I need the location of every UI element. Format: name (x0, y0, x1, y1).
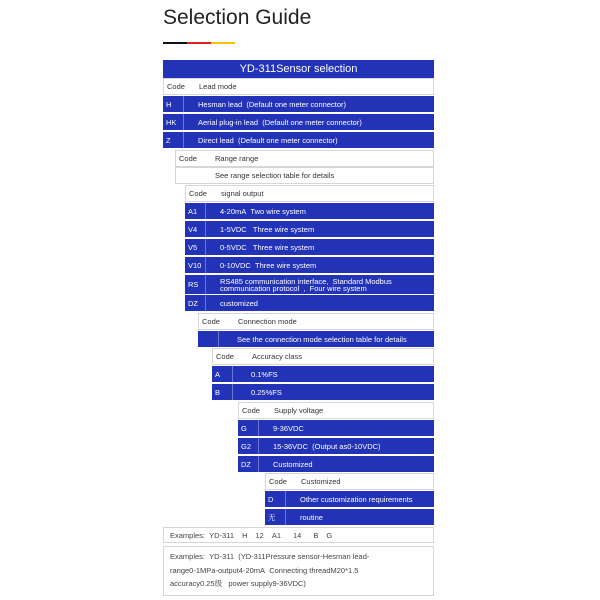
title-accent-yellow (211, 42, 235, 44)
lead-row-h (163, 96, 434, 113)
row-desc: 4-20mA Two wire system (220, 206, 306, 216)
customized-row-d (265, 491, 434, 508)
row-code: Z (163, 132, 184, 148)
supply-label: Supply voltage (274, 406, 324, 415)
row-code: H (163, 96, 184, 112)
signal-row-dz (185, 295, 434, 312)
code-label: Code (202, 317, 220, 326)
row-desc: Hesman lead (Default one meter connector) (198, 99, 346, 109)
description-line: range0-1MPa-output4-20mA Connecting threadM20*1.5 (170, 565, 359, 575)
table-header: YD-311Sensor selection (163, 60, 434, 78)
example-part: H (242, 530, 248, 540)
row-code: G2 (238, 438, 259, 454)
row-code: V10 (185, 257, 206, 273)
lead-mode-label: Lead mode (199, 82, 237, 91)
row-desc: Other customization requirements (300, 494, 413, 504)
row-desc-line2: communication protocol , Four wire system (220, 283, 367, 293)
code-label: Code (189, 189, 207, 198)
row-desc (206, 278, 392, 292)
signal-row-v5 (185, 239, 434, 256)
example-code-row (163, 527, 434, 543)
connection-note-row (198, 331, 434, 348)
code-label: Code (167, 82, 185, 91)
row-code: HK (163, 114, 184, 130)
accuracy-row-a (212, 366, 434, 383)
row-code: G (238, 420, 259, 436)
range-note-row (175, 167, 434, 184)
code-label: Code (242, 406, 260, 415)
signal-row-v10 (185, 257, 434, 274)
example-label: Examples: YD-311 (170, 530, 235, 540)
row-code: 无 (265, 509, 286, 525)
row-code: A1 (185, 203, 206, 219)
row-desc: Aerial plug-in lead (Default one meter connector) (198, 117, 362, 127)
customized-label: Customized (301, 477, 341, 486)
row-code: A (212, 366, 233, 382)
example-part: B (313, 530, 319, 540)
lead-row-hk (163, 114, 434, 131)
example-part: 12 (255, 530, 264, 540)
example-part: 14 (293, 530, 302, 540)
row-code: RS (185, 275, 206, 294)
signal-row-a1 (185, 203, 434, 220)
row-desc: 9-36VDC (273, 423, 304, 433)
row-desc: 0.25%FS (251, 387, 282, 397)
lead-mode-header (163, 78, 434, 95)
example-part: G (326, 530, 333, 540)
example-description (163, 546, 434, 596)
range-header (175, 150, 434, 167)
row-code: DZ (185, 295, 206, 311)
row-code: V5 (185, 239, 206, 255)
customized-header (265, 473, 434, 490)
row-desc: 0-10VDC Three wire system (220, 260, 317, 270)
page-title: Selection Guide (163, 6, 312, 29)
supply-row-g2 (238, 438, 434, 455)
connection-header (198, 313, 434, 330)
row-desc: 0.1%FS (251, 369, 278, 379)
supply-header (238, 402, 434, 419)
row-desc: Direct lead (Default one meter connector) (198, 135, 338, 145)
row-desc: 0-5VDC Three wire system (220, 242, 315, 252)
supply-row-dz (238, 456, 434, 473)
code-label: Code (216, 352, 234, 361)
accuracy-label: Accuracy class (252, 352, 303, 361)
example-part: A1 (271, 530, 282, 540)
row-desc: 15-36VDC (Output as0-10VDC) (273, 441, 381, 451)
description-line: accuracy0.25级 power supply9-36VDC) (170, 579, 306, 588)
signal-header (185, 185, 434, 202)
customized-row-routine (265, 509, 434, 526)
supply-row-g (238, 420, 434, 437)
connection-label: Connection mode (238, 317, 297, 326)
lead-row-z (163, 132, 434, 149)
signal-label: signal output (221, 189, 264, 198)
connection-note: See the connection mode selection table for details (237, 334, 407, 344)
accuracy-row-b (212, 384, 434, 401)
range-label: Range range (215, 154, 259, 163)
accuracy-header (212, 348, 434, 365)
row-desc-line1: RS485 communication interface, Standard Modbus (220, 276, 392, 286)
range-note: See range selection table for details (215, 171, 335, 180)
row-code: B (212, 384, 233, 400)
row-code: D (265, 491, 286, 507)
signal-row-v4 (185, 221, 434, 238)
row-desc: customized (220, 298, 258, 308)
row-desc: routine (300, 512, 323, 522)
title-accent-red (187, 42, 211, 44)
description-line: Examples: YD-311 (YD-311Pressure sensor-Hesman lead- (170, 552, 370, 561)
row-code-empty (198, 331, 219, 347)
row-code: DZ (238, 456, 259, 472)
code-label: Code (179, 154, 197, 163)
row-code: V4 (185, 221, 206, 237)
row-desc: Customized (273, 459, 313, 469)
code-label: Code (269, 477, 287, 486)
signal-row-rs (185, 275, 434, 295)
title-accent-black (163, 42, 187, 44)
row-desc: 1-5VDC Three wire system (220, 224, 315, 234)
